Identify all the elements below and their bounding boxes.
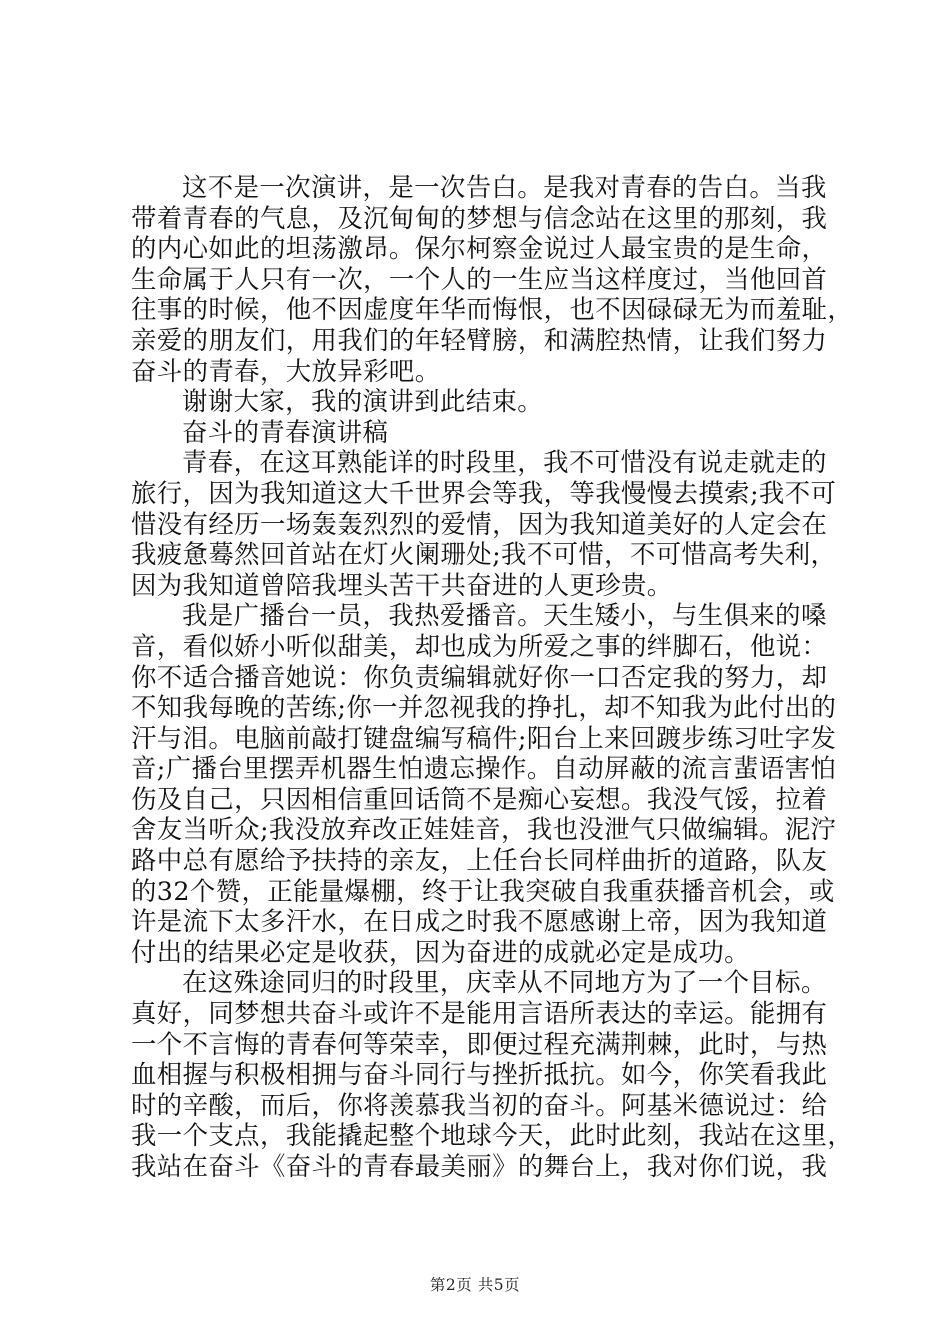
text-line: 路中总有愿给予扶持的亲友，上任台长同样曲折的道路，队友 xyxy=(131,845,828,876)
text-line: 付出的结果必定是收获，因为奋进的成就必定是成功。 xyxy=(131,936,750,967)
text-line: 我是广播台一员，我热爱播音。天生矮小，与生俱来的嗓 xyxy=(182,600,827,631)
text-line: 真好，同梦想共奋斗或许不是能用言语所表达的幸运。能拥有 xyxy=(131,998,828,1029)
text-line: 惜没有经历一场轰轰烈烈的爱情，因为我知道美好的人定会在 xyxy=(131,508,828,539)
text-line: 往事的时候，他不因虚度年华而悔恨，也不因碌碌无为而羞耻， xyxy=(131,294,854,325)
text-line: 的内心如此的坦荡激昂。保尔柯察金说过人最宝贵的是生命， xyxy=(131,233,828,264)
text-line: 一个不言悔的青春何等荣幸，即便过程充满荆棘，此时，与热 xyxy=(131,1028,828,1059)
text-line: 我一个支点，我能撬起整个地球今天，此时此刻，我站在这里， xyxy=(131,1120,854,1151)
text-line: 奋斗的青春，大放异彩吧。 xyxy=(131,355,441,386)
text-line: 音，看似娇小听似甜美，却也成为所爱之事的绊脚石，他说： xyxy=(131,630,828,661)
text-line: 旅行，因为我知道这大千世界会等我，等我慢慢去摸索;我不可 xyxy=(131,477,837,508)
text-line: 音;广播台里摆弄机器生怕遗忘操作。自动屏蔽的流言蜚语害怕 xyxy=(131,753,837,784)
text-line: 我站在奋斗《奋斗的青春最美丽》的舞台上，我对你们说，我 xyxy=(131,1151,828,1181)
text-line: 血相握与积极相拥与奋斗同行与挫折抵抗。如今，你笑看我此 xyxy=(131,1059,828,1090)
text-line: 生命属于人只有一次，一个人的一生应当这样度过，当他回首 xyxy=(131,263,828,294)
text-line: 伤及自己，只因相信重回话筒不是痴心妄想。我没气馁，拉着 xyxy=(131,783,828,814)
text-line: 亲爱的朋友们，用我们的年轻臂膀，和满腔热情，让我们努力 xyxy=(131,324,828,355)
text-line: 因为我知道曾陪我埋头苦干共奋进的人更珍贵。 xyxy=(131,569,673,600)
text-line: 这不是一次演讲，是一次告白。是我对青春的告白。当我 xyxy=(182,172,827,202)
text-line: 我疲惫蓦然回首站在灯火阑珊处;我不可惜，不可惜高考失利， xyxy=(131,539,837,570)
page-number-footer: 第2页 共5页 xyxy=(429,1276,521,1294)
text-line: 在这殊途同归的时段里，庆幸从不同地方为了一个目标。 xyxy=(182,967,827,998)
text-line: 舍友当听众;我没放弃改正娃娃音，我也没泄气只做编辑。泥泞 xyxy=(131,814,837,845)
document-body xyxy=(131,172,854,1182)
text-line: 不知我每晚的苦练;你一并忽视我的挣扎，却不知我为此付出的 xyxy=(131,692,837,723)
section-title: 奋斗的青春演讲稿 xyxy=(182,416,389,447)
text-line: 汗与泪。电脑前敲打键盘编写稿件;阳台上来回踱步练习吐字发 xyxy=(131,722,837,753)
text-line: 青春，在这耳熟能详的时段里，我不可惜没有说走就走的 xyxy=(182,447,827,478)
text-line: 带着青春的气息，及沉甸甸的梦想与信念站在这里的那刻，我 xyxy=(131,202,828,233)
text-line: 时的辛酸，而后，你将羡慕我当初的奋斗。阿基米德说过：给 xyxy=(131,1089,828,1120)
text-line: 许是流下太多汗水，在日成之时我不愿感谢上帝，因为我知道 xyxy=(131,906,828,937)
text-line: 你不适合播音她说：你负责编辑就好你一口否定我的努力，却 xyxy=(131,661,828,692)
text-line: 的32个赞，正能量爆棚，终于让我突破自我重获播音机会，或 xyxy=(131,875,835,906)
text-line: 谢谢大家，我的演讲到此结束。 xyxy=(182,386,544,417)
